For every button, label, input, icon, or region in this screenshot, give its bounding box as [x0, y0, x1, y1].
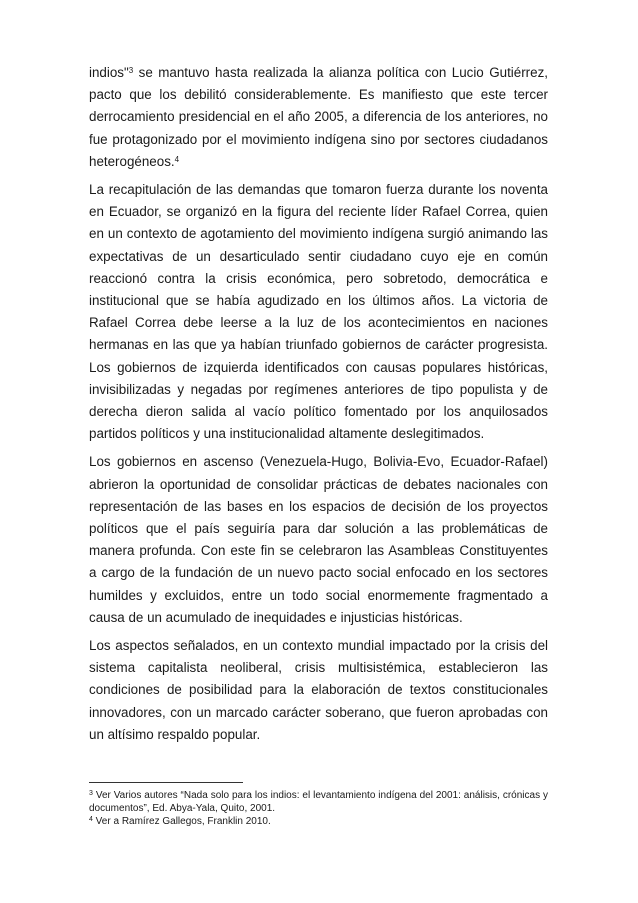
- paragraph-3: Los gobiernos en ascenso (Venezuela-Hugo, Bolivia-Evo, Ecuador-Rafael) abrieron la oportunidad de consolidar prácticas de debates nacionales con representación de las bases en los espacios de decisión de los proyectos políticos que el país seguiría para dar solución a las problemáticas de manera profunda. Con este fin se celebraron las Asambleas Constituyentes a cargo de la fundación de un nuevo pacto social enfocado en los sectores humildes y excluidos, entre un todo social enormemente fragmentado a causa de un acumulado de inequidades e injusticias históricas.: [89, 454, 548, 625]
- paragraph-4: Los aspectos señalados, en un contexto mundial impactado por la crisis del sistema capitalista neoliberal, crisis multisistémica, establecieron las condiciones de posibilidad para la elaboración de textos constitucionales innovadores, con un marcado carácter soberano, que fueron aprobadas con un altísimo respaldo popular.: [89, 638, 548, 742]
- body-text: [89, 62, 548, 752]
- footnote-number-3: 3: [89, 790, 93, 797]
- footnote-number-4: 4: [89, 816, 93, 823]
- footnote-ref-3[interactable]: 3: [128, 66, 134, 75]
- footnote-separator: [89, 782, 243, 783]
- paragraph-1-rest: se mantuvo hasta realizada la alianza política con Lucio Gutiérrez, pacto que los debilitó considerablemente. Es manifiesto que este tercer derrocamiento presidencial en el año 2005, a diferencia de los anteriores, no fue protagonizado por el movimiento indígena sino por sectores ciudadanos heterogéneos.: [89, 65, 548, 169]
- paragraph-1: [89, 62, 548, 173]
- footnote-4-text: Ver a Ramírez Gallegos, Franklin 2010.: [92, 816, 271, 827]
- paragraph-1-start: indios": [89, 65, 129, 80]
- footnote-4: [89, 815, 548, 828]
- footnote-3-text: Ver Varios autores “Nada solo para los indios: el levantamiento indígena del 2001: análisis, crónicas y documentos”, Ed. Abya-Yala, Quito, 2001.: [89, 790, 548, 814]
- footnote-3: [89, 789, 548, 815]
- paragraph-2: La recapitulación de las demandas que tomaron fuerza durante los noventa en Ecuador, se organizó en la figura del reciente líder Rafael Correa, quien en un contexto de agotamiento del movimiento indígena surgió animando las expectativas de un desarticulado sentir ciudadano cuyo eje en común reaccionó contra la crisis económica, pero sobretodo, democrática e institucional que se había agudizado en los últimos años. La victoria de Rafael Correa debe leerse a la luz de los acontecimientos en naciones hermanas en las que ya habían triunfado gobiernos de carácter progresista. Los gobiernos de izquierda identificados con causas populares históricas, invisibilizadas y negadas por regímenes anteriores de tipo populista y de derecha dieron salida al vacío político fomentado por los anquilosados partidos políticos y una institucionalidad altamente deslegitimados.: [89, 182, 548, 442]
- footnotes: [89, 789, 548, 828]
- footnote-ref-4[interactable]: 4: [174, 154, 180, 164]
